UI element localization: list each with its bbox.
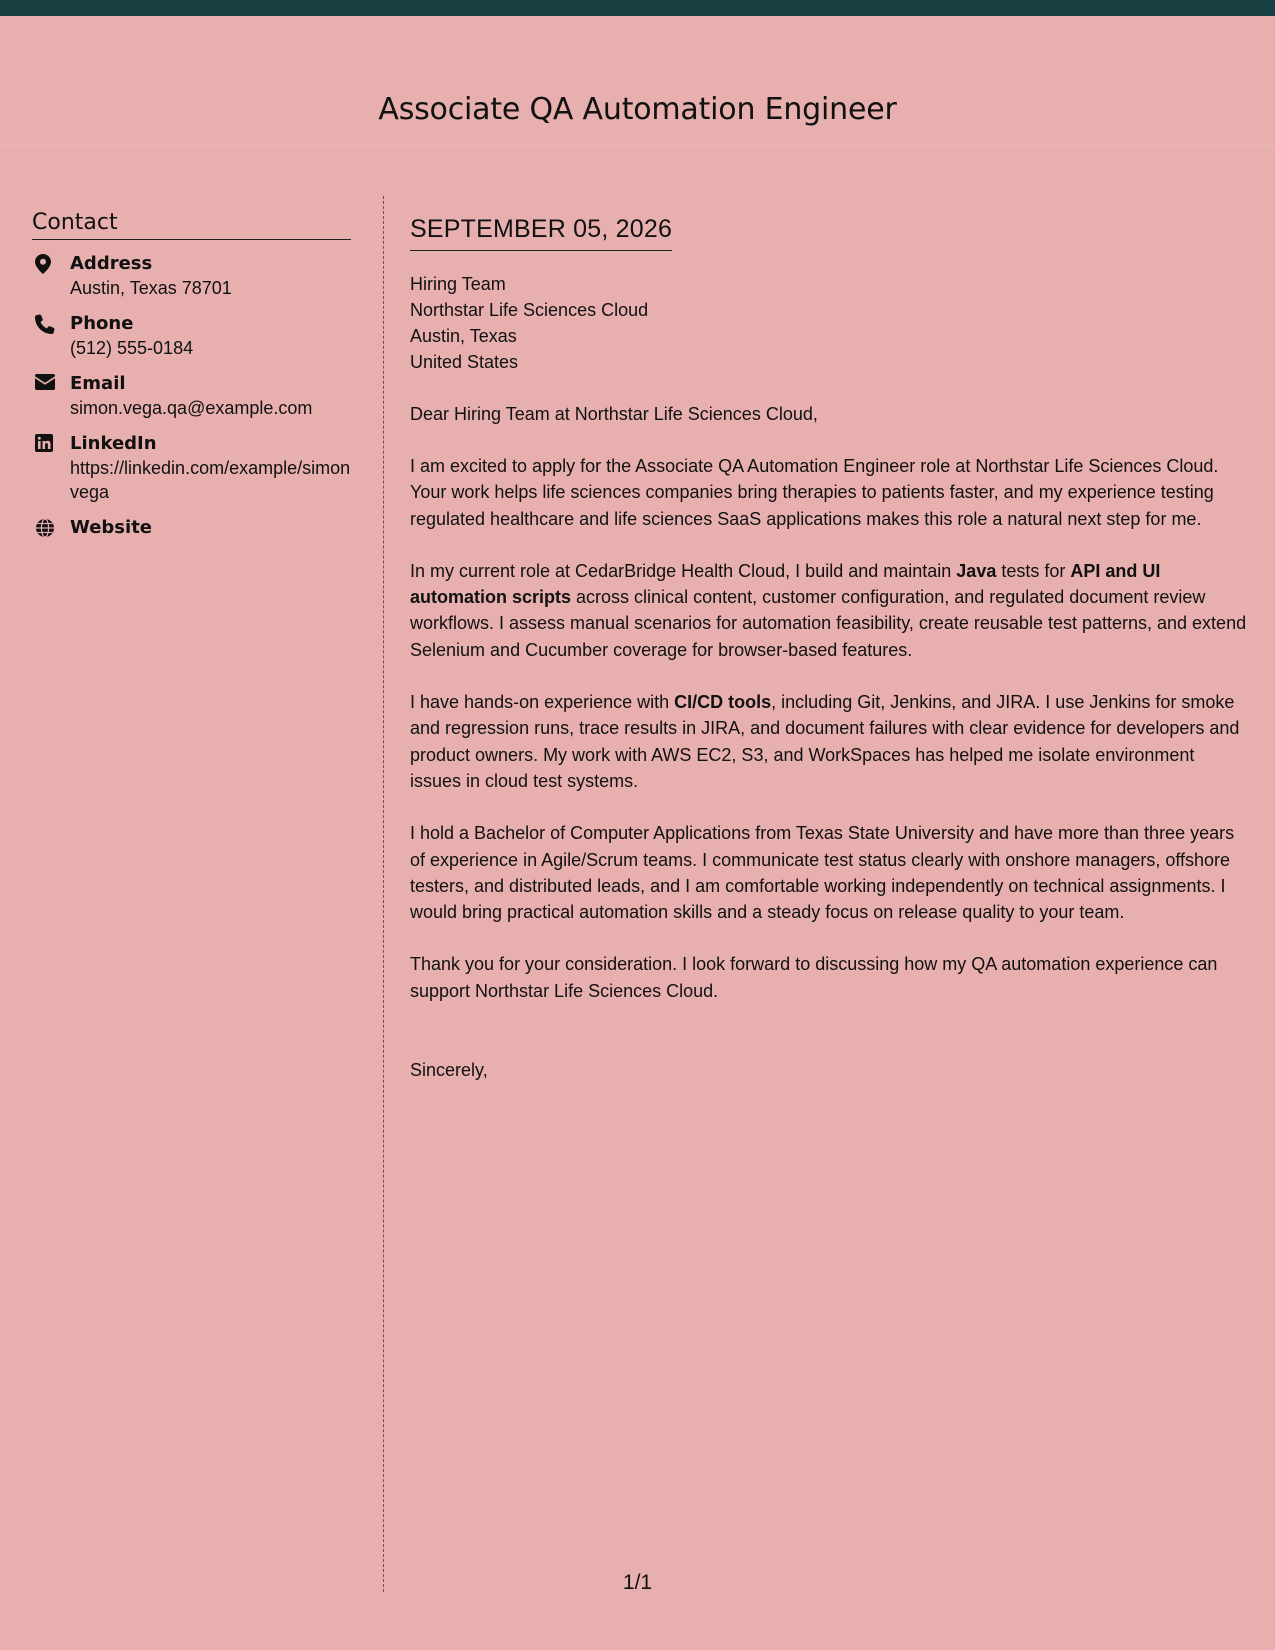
- paragraph-intro: I am excited to apply for the Associate QA Automation Engineer role at Northstar Life Sciences Cloud. Your work helps life sciences companies bring therapies to patients faster, and my experience testing regulated healthcare and life sciences SaaS applications makes this role a natural next step for me.: [410, 456, 1219, 529]
- closing: Sincerely,: [410, 1060, 488, 1081]
- address-value: Austin, Texas 78701: [70, 278, 232, 298]
- email-value[interactable]: simon.vega.qa@example.com: [70, 398, 313, 418]
- contact-item-phone: [32, 312, 351, 360]
- contact-item-linkedin: [32, 432, 351, 504]
- letter-body: [410, 215, 1250, 1083]
- column-divider: [383, 196, 384, 1592]
- recipient-block: [410, 271, 1250, 375]
- envelope-icon: [32, 372, 70, 390]
- page-number: 1/1: [622, 1571, 653, 1594]
- paragraph-thanks: Thank you for your consideration. I look forward to discussing how my QA automation experience can support Northstar Life Sciences Cloud.: [410, 954, 1218, 1001]
- paragraph-text: , including Git, Jenkins, and JIRA. I use Jenkins for smoke and regression runs, trace results in JIRA, and document failures with clear evidence for developers and product owners. My work with AWS EC2, S3, and WorkSpaces has helped me isolate environment issues in cloud test systems.: [410, 692, 1240, 791]
- paragraph-text: I have hands-on experience with: [410, 692, 675, 713]
- recipient-company: Northstar Life Sciences Cloud: [410, 300, 649, 320]
- paragraph-text: across clinical content, customer configuration, and regulated document review workflows. I assess manual scenarios for automation feasibility, create reusable test patterns, and extend Selenium and Cucumber coverage for browser-based features.: [410, 587, 1247, 660]
- salutation: Dear Hiring Team at Northstar Life Sciences Cloud,: [410, 404, 818, 424]
- paragraph-text: tests for: [996, 560, 1071, 581]
- website-label: Website: [70, 517, 153, 538]
- letter-date: SEPTEMBER 05, 2026: [410, 215, 672, 251]
- paragraph-education: I hold a Bachelor of Computer Applications from Texas State University and have more than three years of experience in Agile/Scrum teams. I communicate test status clearly with onshore managers, offshore testers, and distributed leads, and I am comfortable working independently on technical assignments. I would bring practical automation skills and a steady focus on release quality to your team.: [410, 823, 1235, 923]
- highlight-automation-scripts: API and UI automation scripts: [410, 560, 1161, 608]
- paragraph-tools: [410, 689, 1250, 794]
- recipient-city: Austin, Texas: [410, 326, 517, 346]
- contact-heading: Contact: [32, 210, 351, 240]
- linkedin-icon: [32, 432, 70, 452]
- highlight-cicd-tools: CI/CD tools: [674, 692, 772, 713]
- phone-icon: [32, 312, 70, 334]
- contact-sidebar: [32, 210, 351, 552]
- contact-item-address: [32, 252, 351, 300]
- paragraph-experience: [410, 558, 1250, 663]
- phone-label: Phone: [70, 313, 134, 334]
- recipient-line: Hiring Team: [410, 274, 506, 294]
- highlight-java: Java: [956, 560, 997, 581]
- phone-value: (512) 555-0184: [70, 338, 194, 358]
- top-accent-bar: [0, 0, 1275, 16]
- linkedin-label: LinkedIn: [70, 433, 157, 454]
- contact-item-website: [32, 516, 351, 540]
- header-divider: [0, 145, 1275, 146]
- paragraph-text: In my current role at CedarBridge Health Cloud, I build and maintain: [410, 560, 957, 581]
- address-label: Address: [70, 253, 153, 274]
- linkedin-value[interactable]: https://linkedin.com/example/simonvega: [70, 458, 351, 502]
- map-pin-icon: [32, 252, 70, 274]
- page-title: Associate QA Automation Engineer: [378, 92, 897, 127]
- recipient-country: United States: [410, 352, 519, 372]
- email-label: Email: [70, 373, 126, 394]
- contact-item-email: [32, 372, 351, 420]
- globe-icon: [32, 516, 70, 538]
